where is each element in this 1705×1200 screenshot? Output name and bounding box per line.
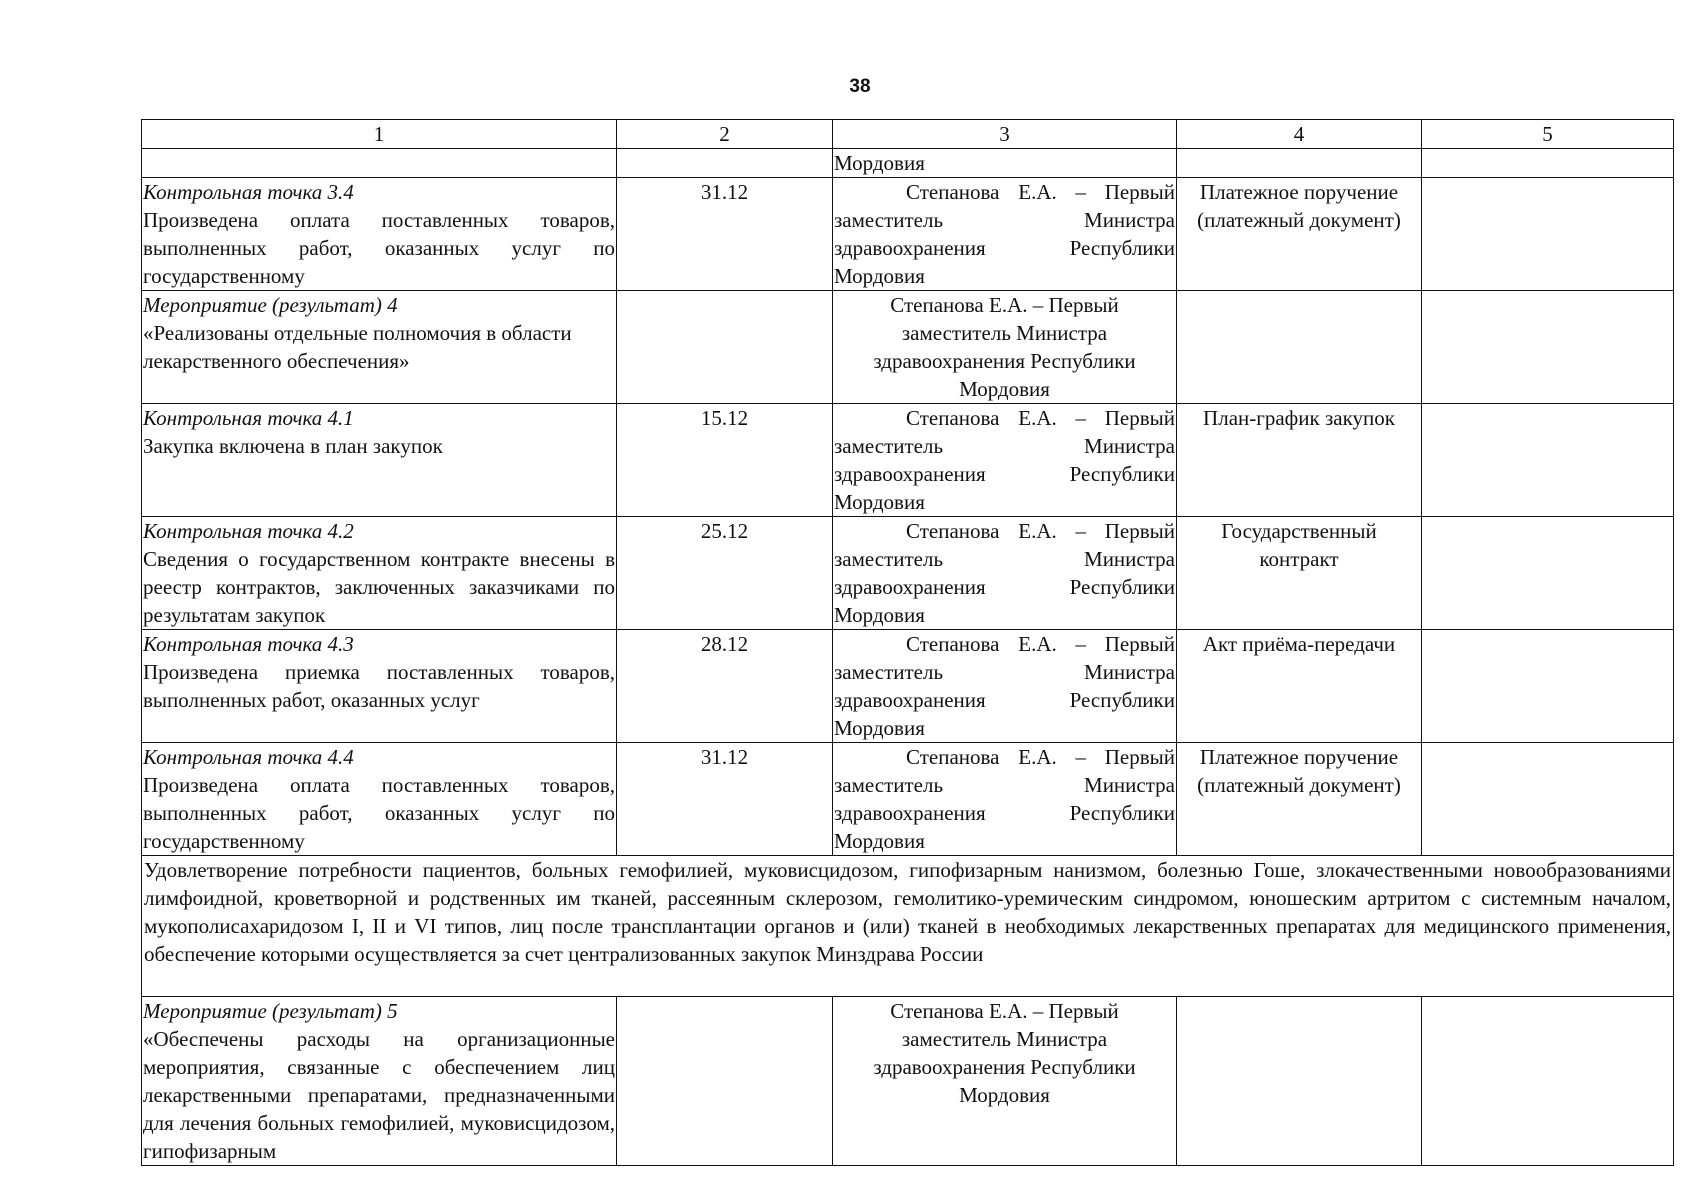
header-cell: 2 — [617, 120, 833, 149]
event-description: «Обеспечены расходы на организационные мероприятия, связанные с обеспечением лиц лекарственными препаратами, предназначенными для лечения больных гемофилией, муковисцидозом, гипофизарным — [143, 1027, 615, 1163]
event-kind: Контрольная точка 3.4 — [143, 180, 354, 204]
responsible-cell: Мордовия — [833, 149, 1177, 178]
responsible-cell: Степанова Е.А. – Первый заместитель Министра здравоохранения Республики Мордовия — [833, 630, 1177, 743]
table-row — [142, 517, 1674, 630]
responsible-cell: Степанова Е.А. – Первый заместитель Министра здравоохранения Республики Мордовия — [833, 178, 1177, 291]
section-description: Удовлетворение потребности пациентов, больных гемофилией, муковисцидозом, гипофизарным нанизмом, болезнью Гоше, злокачественными новообразованиями лимфоидной, кроветворной и родственных им тканей, рассеянным склерозом, гемолитико-уремическим синдромом, юношеским артритом с системным началом, мукополисахаридозом I, II и VI типов, лиц после трансплантации органов и (или) тканей в необходимых лекарственных препаратах для медицинского применения, обеспечение которыми осуществляется за счет централизованных закупок Минздрава России — [142, 856, 1674, 997]
event-kind: Мероприятие (результат) 5 — [143, 999, 398, 1023]
header-cell: 5 — [1422, 120, 1674, 149]
event-cell — [142, 178, 617, 291]
events-table — [141, 119, 1674, 1166]
note-cell — [1422, 404, 1674, 517]
note-cell — [1422, 743, 1674, 856]
document-cell — [1177, 997, 1422, 1166]
date-cell — [617, 997, 833, 1166]
responsible-cell: Степанова Е.А. – Первый заместитель Министра здравоохранения Республики Мордовия — [833, 997, 1177, 1166]
date-cell: 25.12 — [617, 517, 833, 630]
date-cell — [617, 291, 833, 404]
event-cell — [142, 404, 617, 517]
event-kind: Контрольная точка 4.3 — [143, 632, 354, 656]
note-cell — [1422, 291, 1674, 404]
document-cell: Акт приёма-передачи — [1177, 630, 1422, 743]
date-cell: 31.12 — [617, 178, 833, 291]
event-cell — [142, 291, 617, 404]
responsible-cell: Степанова Е.А. – Первый заместитель Министра здравоохранения Республики Мордовия — [833, 291, 1177, 404]
page-number: 38 — [849, 76, 871, 97]
event-kind: Мероприятие (результат) 4 — [143, 293, 398, 317]
note-cell — [1422, 630, 1674, 743]
header-cell: 3 — [833, 120, 1177, 149]
document-cell: План-график закупок — [1177, 404, 1422, 517]
event-cell — [142, 517, 617, 630]
event-description: Сведения о государственном контракте внесены в реестр контрактов, заключенных заказчиками по результатам закупок — [143, 547, 615, 627]
header-cell: 1 — [142, 120, 617, 149]
document-cell: Платежное поручение (платежный документ) — [1177, 743, 1422, 856]
event-kind: Контрольная точка 4.1 — [143, 406, 354, 430]
event-cell — [142, 997, 617, 1166]
note-cell — [1422, 997, 1674, 1166]
event-description: Произведена приемка поставленных товаров, выполненных работ, оказанных услуг — [143, 660, 615, 712]
table-row — [142, 404, 1674, 517]
note-cell — [1422, 178, 1674, 291]
table-row — [142, 997, 1674, 1166]
event-cell — [142, 630, 617, 743]
table-row — [142, 630, 1674, 743]
event-description: «Реализованы отдельные полномочия в области лекарственного обеспечения» — [143, 321, 572, 373]
event-description: Произведена оплата поставленных товаров, выполненных работ, оказанных услуг по государственному — [143, 208, 615, 288]
document-cell: Платежное поручение (платежный документ) — [1177, 178, 1422, 291]
header-cell: 4 — [1177, 120, 1422, 149]
table-row — [142, 743, 1674, 856]
continuation-row — [142, 149, 1674, 178]
event-kind: Контрольная точка 4.2 — [143, 519, 354, 543]
date-cell: 15.12 — [617, 404, 833, 517]
note-cell — [1422, 517, 1674, 630]
event-cell — [142, 743, 617, 856]
date-cell: 28.12 — [617, 630, 833, 743]
event-description: Произведена оплата поставленных товаров, выполненных работ, оказанных услуг по государственному — [143, 773, 615, 853]
event-description: Закупка включена в план закупок — [143, 434, 443, 458]
table-row — [142, 291, 1674, 404]
document-cell — [1177, 291, 1422, 404]
responsible-cell: Степанова Е.А. – Первый заместитель Министра здравоохранения Республики Мордовия — [833, 404, 1177, 517]
responsible-cell: Степанова Е.А. – Первый заместитель Министра здравоохранения Республики Мордовия — [833, 743, 1177, 856]
table-header-row — [142, 120, 1674, 149]
responsible-cell: Степанова Е.А. – Первый заместитель Министра здравоохранения Республики Мордовия — [833, 517, 1177, 630]
table-row — [142, 178, 1674, 291]
section-row — [142, 856, 1674, 997]
document-cell: Государственный контракт — [1177, 517, 1422, 630]
date-cell: 31.12 — [617, 743, 833, 856]
event-kind: Контрольная точка 4.4 — [143, 745, 354, 769]
